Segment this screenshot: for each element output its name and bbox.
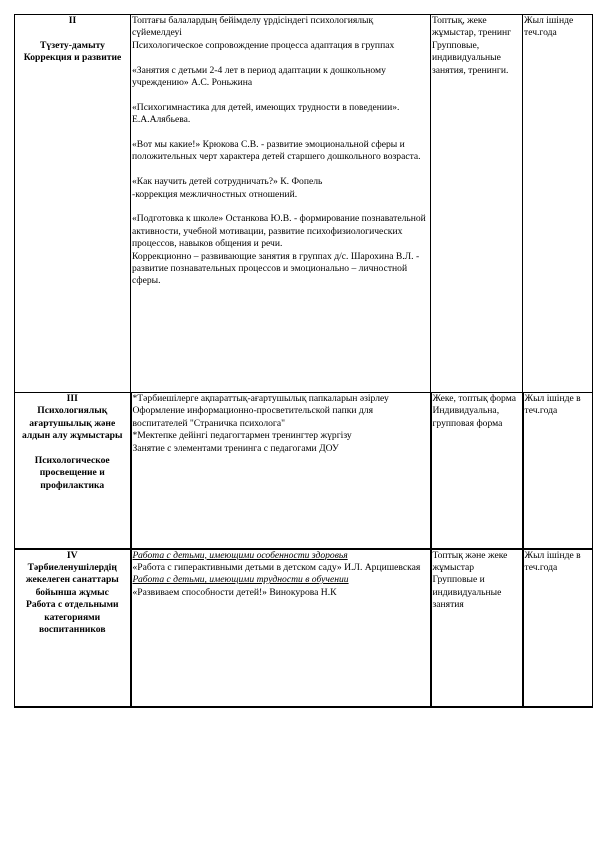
content-line: «Подготовка к школе» Останкова Ю.В. - формирование познавательной активности, учебной мотивации, развитие психофизиологических процессов, навыков общения и речи. (132, 213, 426, 250)
content-line: Оформление информационно-просветительской папки для (132, 405, 373, 417)
table-row (15, 549, 593, 707)
section-cell (15, 549, 131, 707)
section-title-ru: Коррекция и развитие (23, 52, 122, 64)
form-cell: Топтық, жеке жұмыстар, тренинг Групповые, индивидуальные занятия, тренинги. (431, 15, 523, 393)
form-cell: Жеке, топтық форма Индивидуальна, групповая форма (431, 393, 523, 549)
content-line: «Работа с гиперактивными детьми в детском саду» И.Л. Арцишевская (132, 561, 421, 573)
section-number: III (66, 393, 78, 404)
section-cell (15, 15, 131, 393)
content-line: Психологическое сопровождение процесса адаптация в группах (132, 39, 395, 51)
content-line: «Психогимнастика для детей, имеющих трудности в поведении». Е.А.Алябьева. (132, 101, 400, 126)
content-cell (131, 15, 431, 393)
table-row (15, 15, 593, 393)
section-title-ru: Психологическое просвещение и профилактика (34, 455, 110, 491)
content-line: *Тәрбиешілерге ақпараттық-ағартушылық папкаларын әзірлеу (132, 393, 389, 404)
content-cell (131, 393, 431, 549)
period-cell: Жыл ішінде в теч.года (523, 393, 593, 549)
content-line: Занятие с элементами тренинга с педагогами ДОУ (132, 442, 339, 454)
content-line: Работа с детьми, имеющими особенности здоровья (132, 549, 348, 561)
content-line: -коррекция межличностных отношений. (132, 188, 298, 200)
content-line: *Мектепке дейінгі педагогтармен тренингтер жүргізу (132, 430, 352, 442)
section-title-kz: Психологиялық ағартушылық және алдын алу жұмыстары (22, 405, 123, 442)
section-title-ru: Работа с отдельными категориями воспитанников (25, 599, 119, 635)
section-cell (15, 393, 131, 549)
work-plan-table (14, 14, 593, 708)
content-line: воспитателей "Страничка психолога" (132, 417, 286, 429)
content-line: «Вот мы какие!» Крюкова С.В. - развитие эмоциональной сферы и положительных черт характера детей старшего дошкольного возраста. (132, 139, 421, 163)
content-line: «Как научить детей сотрудничать?» К. Фопель (132, 176, 323, 188)
period-cell: Жыл ішінде теч.года (523, 15, 593, 393)
content-line: Топтағы балалардың бейімделу үрдісіндегі психологиялық (132, 15, 374, 26)
section-number: IV (66, 549, 78, 561)
period-cell: Жыл ішінде в теч.года (523, 549, 593, 707)
content-line: сүйемелдеуі (132, 27, 182, 39)
content-line: «Занятия с детьми 2-4 лет в период адаптации к дошкольному учреждению» А.С. Роньжина (132, 64, 386, 89)
section-title-kz: Тәрбиеленушілердің жекелеген санаттары бойынша жұмыс (25, 561, 119, 598)
section-title-kz: Түзету-дамыту (40, 39, 105, 51)
content-line: Работа с детьми, имеющими трудности в обучении (132, 574, 349, 586)
table-row (15, 393, 593, 549)
content-line: «Развиваем способности детей!» Винокурова Н.К (132, 586, 337, 598)
form-cell: Топтық және жеке жұмыстар Групповые и индивидуальные занятия (431, 549, 523, 707)
section-number: II (68, 15, 77, 26)
content-cell (131, 549, 431, 707)
content-line: Коррекционно – развивающие занятия в группах д/с. Шарохина В.Л. - развитие познавательных процессов и эмоционально – личностной сферы. (132, 250, 420, 287)
